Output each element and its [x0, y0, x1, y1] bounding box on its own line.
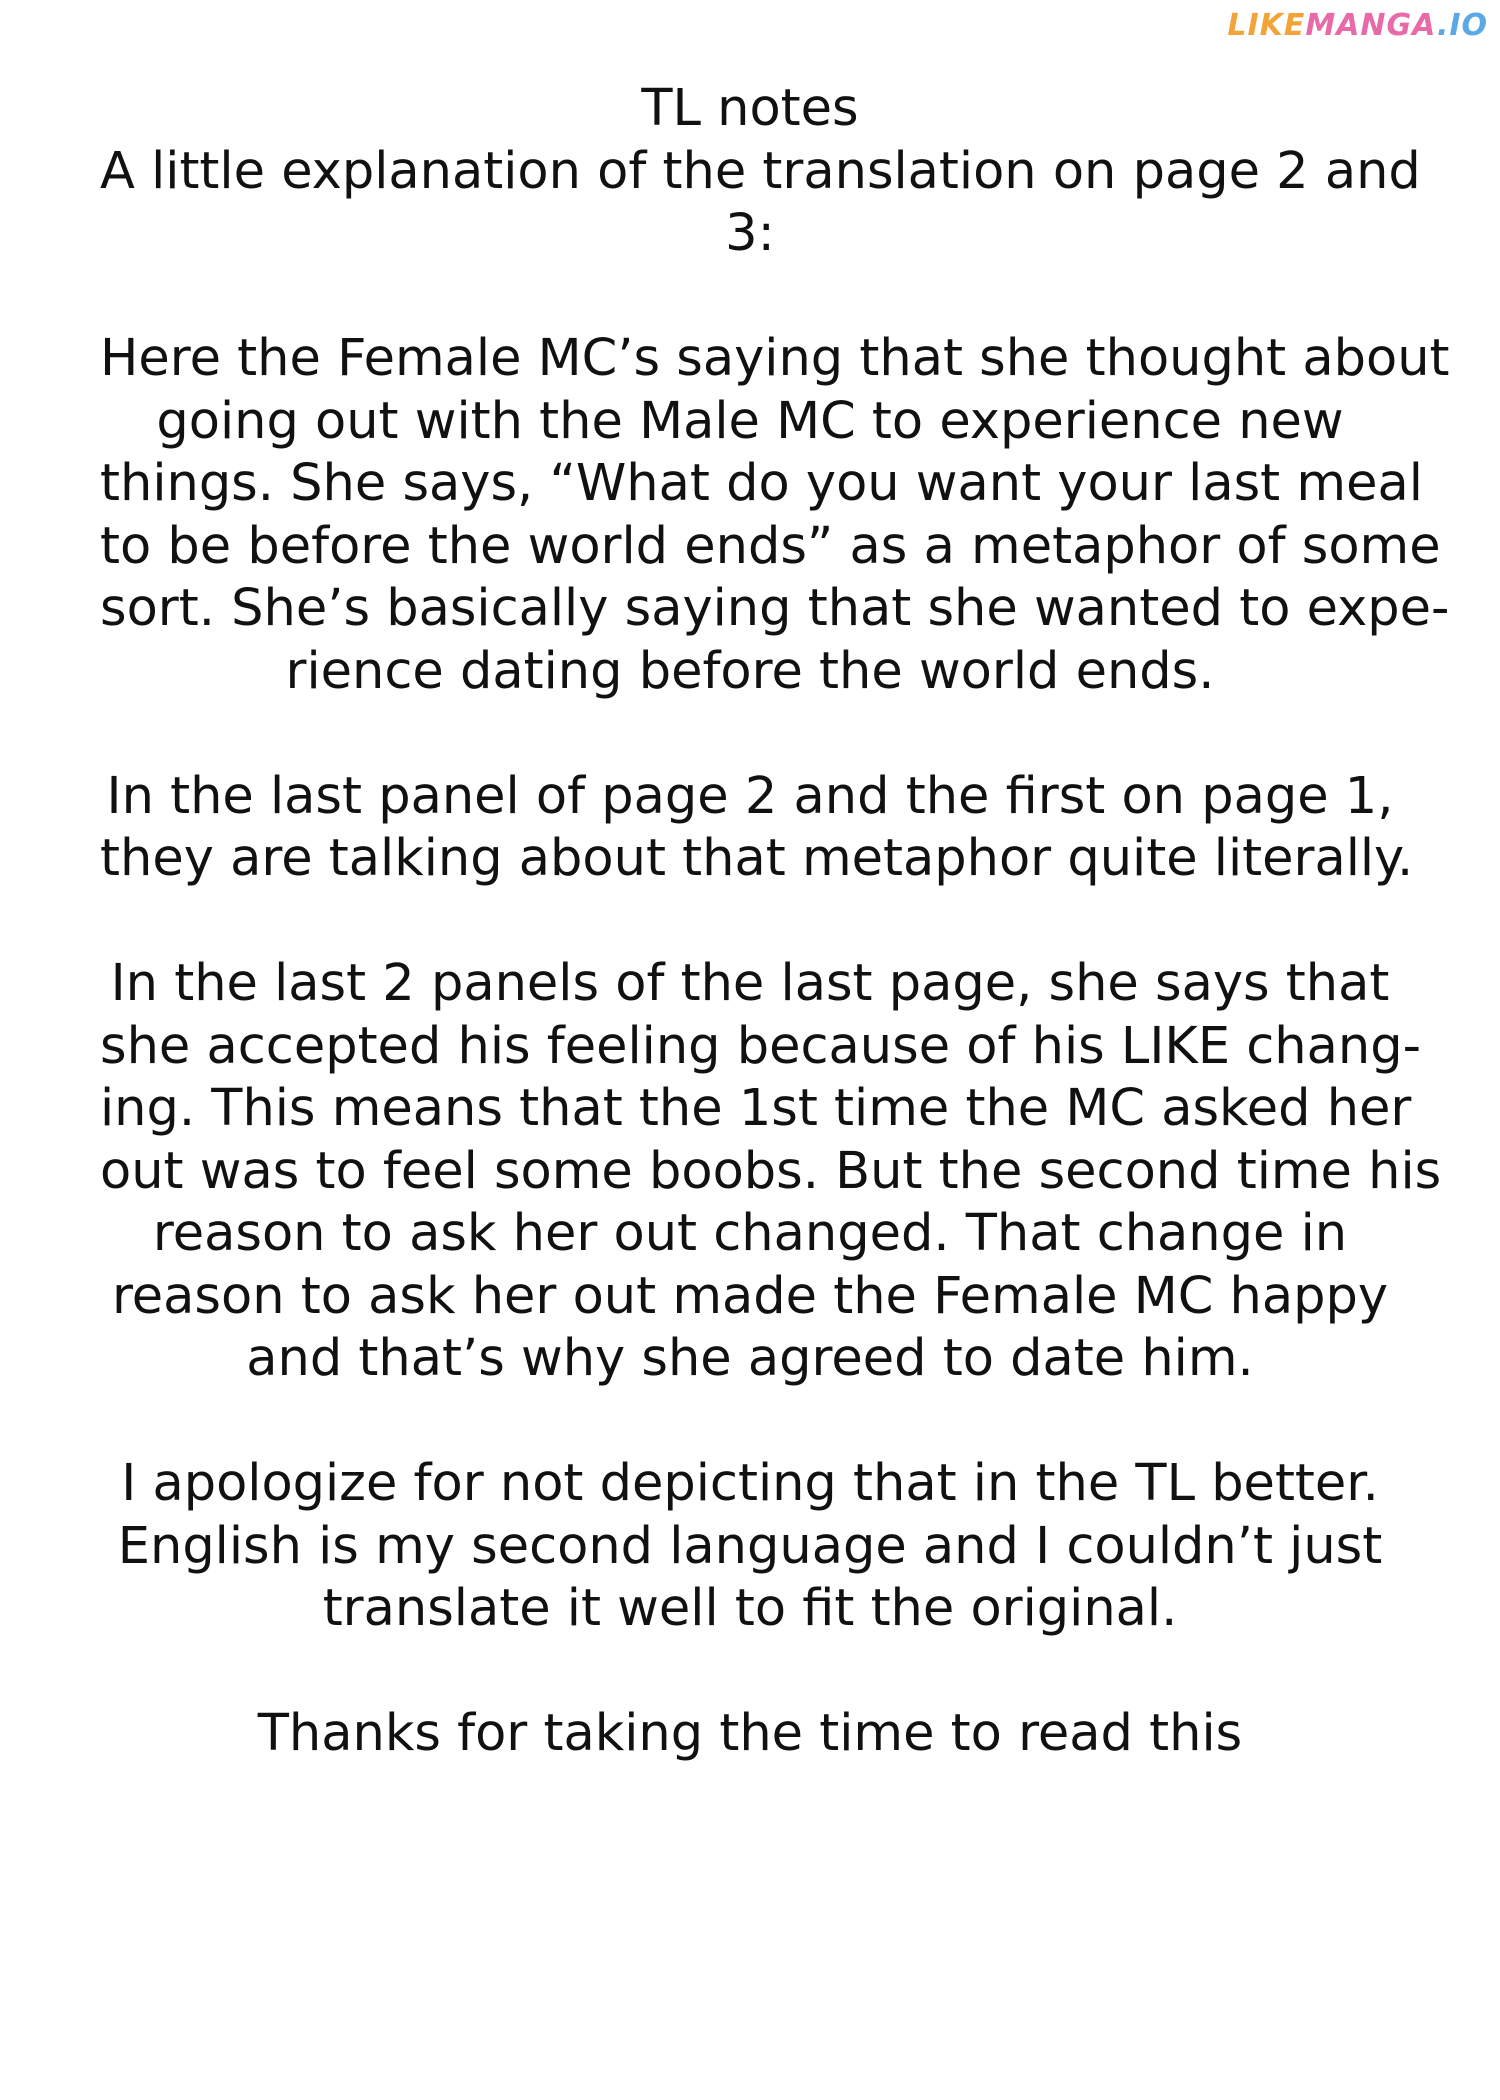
watermark-part-manga: MANGA	[1305, 8, 1437, 43]
paragraph-3-line: In the last 2 panels of the last page, she says that	[110, 954, 1390, 1013]
site-watermark	[1227, 8, 1488, 43]
thanks-line: Thanks for taking the time to read this	[257, 1704, 1243, 1763]
paragraph-3-line: reason to ask her out changed. That change in	[152, 1204, 1348, 1263]
paragraph-2-line: they are talking about that metaphor quite literally.	[100, 829, 1414, 888]
paragraph-gap	[100, 703, 1400, 766]
tl-notes-text	[100, 78, 1450, 1766]
paragraph-1-line: rience dating before the world ends.	[285, 641, 1215, 701]
paragraph-4-line: I apologize for not depicting that in the TL better.	[121, 1454, 1379, 1513]
paragraph-3-line: and that’s why she agreed to date him.	[246, 1329, 1254, 1388]
intro-line: 3:	[725, 204, 775, 263]
paragraph-2-line: In the last panel of page 2 and the first on page 1,	[106, 766, 1394, 826]
watermark-part-like: LIKE	[1227, 8, 1306, 43]
notes-title: TL notes	[641, 79, 859, 138]
paragraph-3-line: ing. This means that the 1st time the MC asked her	[100, 1079, 1412, 1138]
paragraph-1-line: Here the Female MC’s saying that she thought about	[100, 329, 1450, 388]
paragraph-1-line: to be before the world ends” as a metaphor of some	[100, 516, 1441, 576]
paragraph-gap	[100, 1641, 1400, 1704]
paragraph-1-line: sort. She’s basically saying that she wanted to expe-	[100, 579, 1450, 638]
intro-line: A little explanation of the translation on page 2 and	[100, 141, 1421, 201]
paragraph-4-line: English is my second language and I couldn’t just	[117, 1516, 1383, 1576]
paragraph-gap	[100, 1391, 1400, 1454]
paragraph-gap	[100, 266, 1400, 329]
paragraph-3-line: she accepted his feeling because of his LIKE chang-	[100, 1016, 1421, 1076]
paragraph-3-line: reason to ask her out made the Female MC happy	[111, 1266, 1389, 1326]
watermark-part-io: .IO	[1436, 8, 1488, 43]
paragraph-gap	[100, 891, 1400, 954]
paragraph-1-line: going out with the Male MC to experience new	[156, 391, 1344, 451]
paragraph-1-line: things. She says, “What do you want your last meal	[100, 454, 1423, 513]
paragraph-4-line: translate it well to fit the original.	[322, 1579, 1178, 1638]
paragraph-3-line: out was to feel some boobs. But the second time his	[100, 1141, 1442, 1201]
